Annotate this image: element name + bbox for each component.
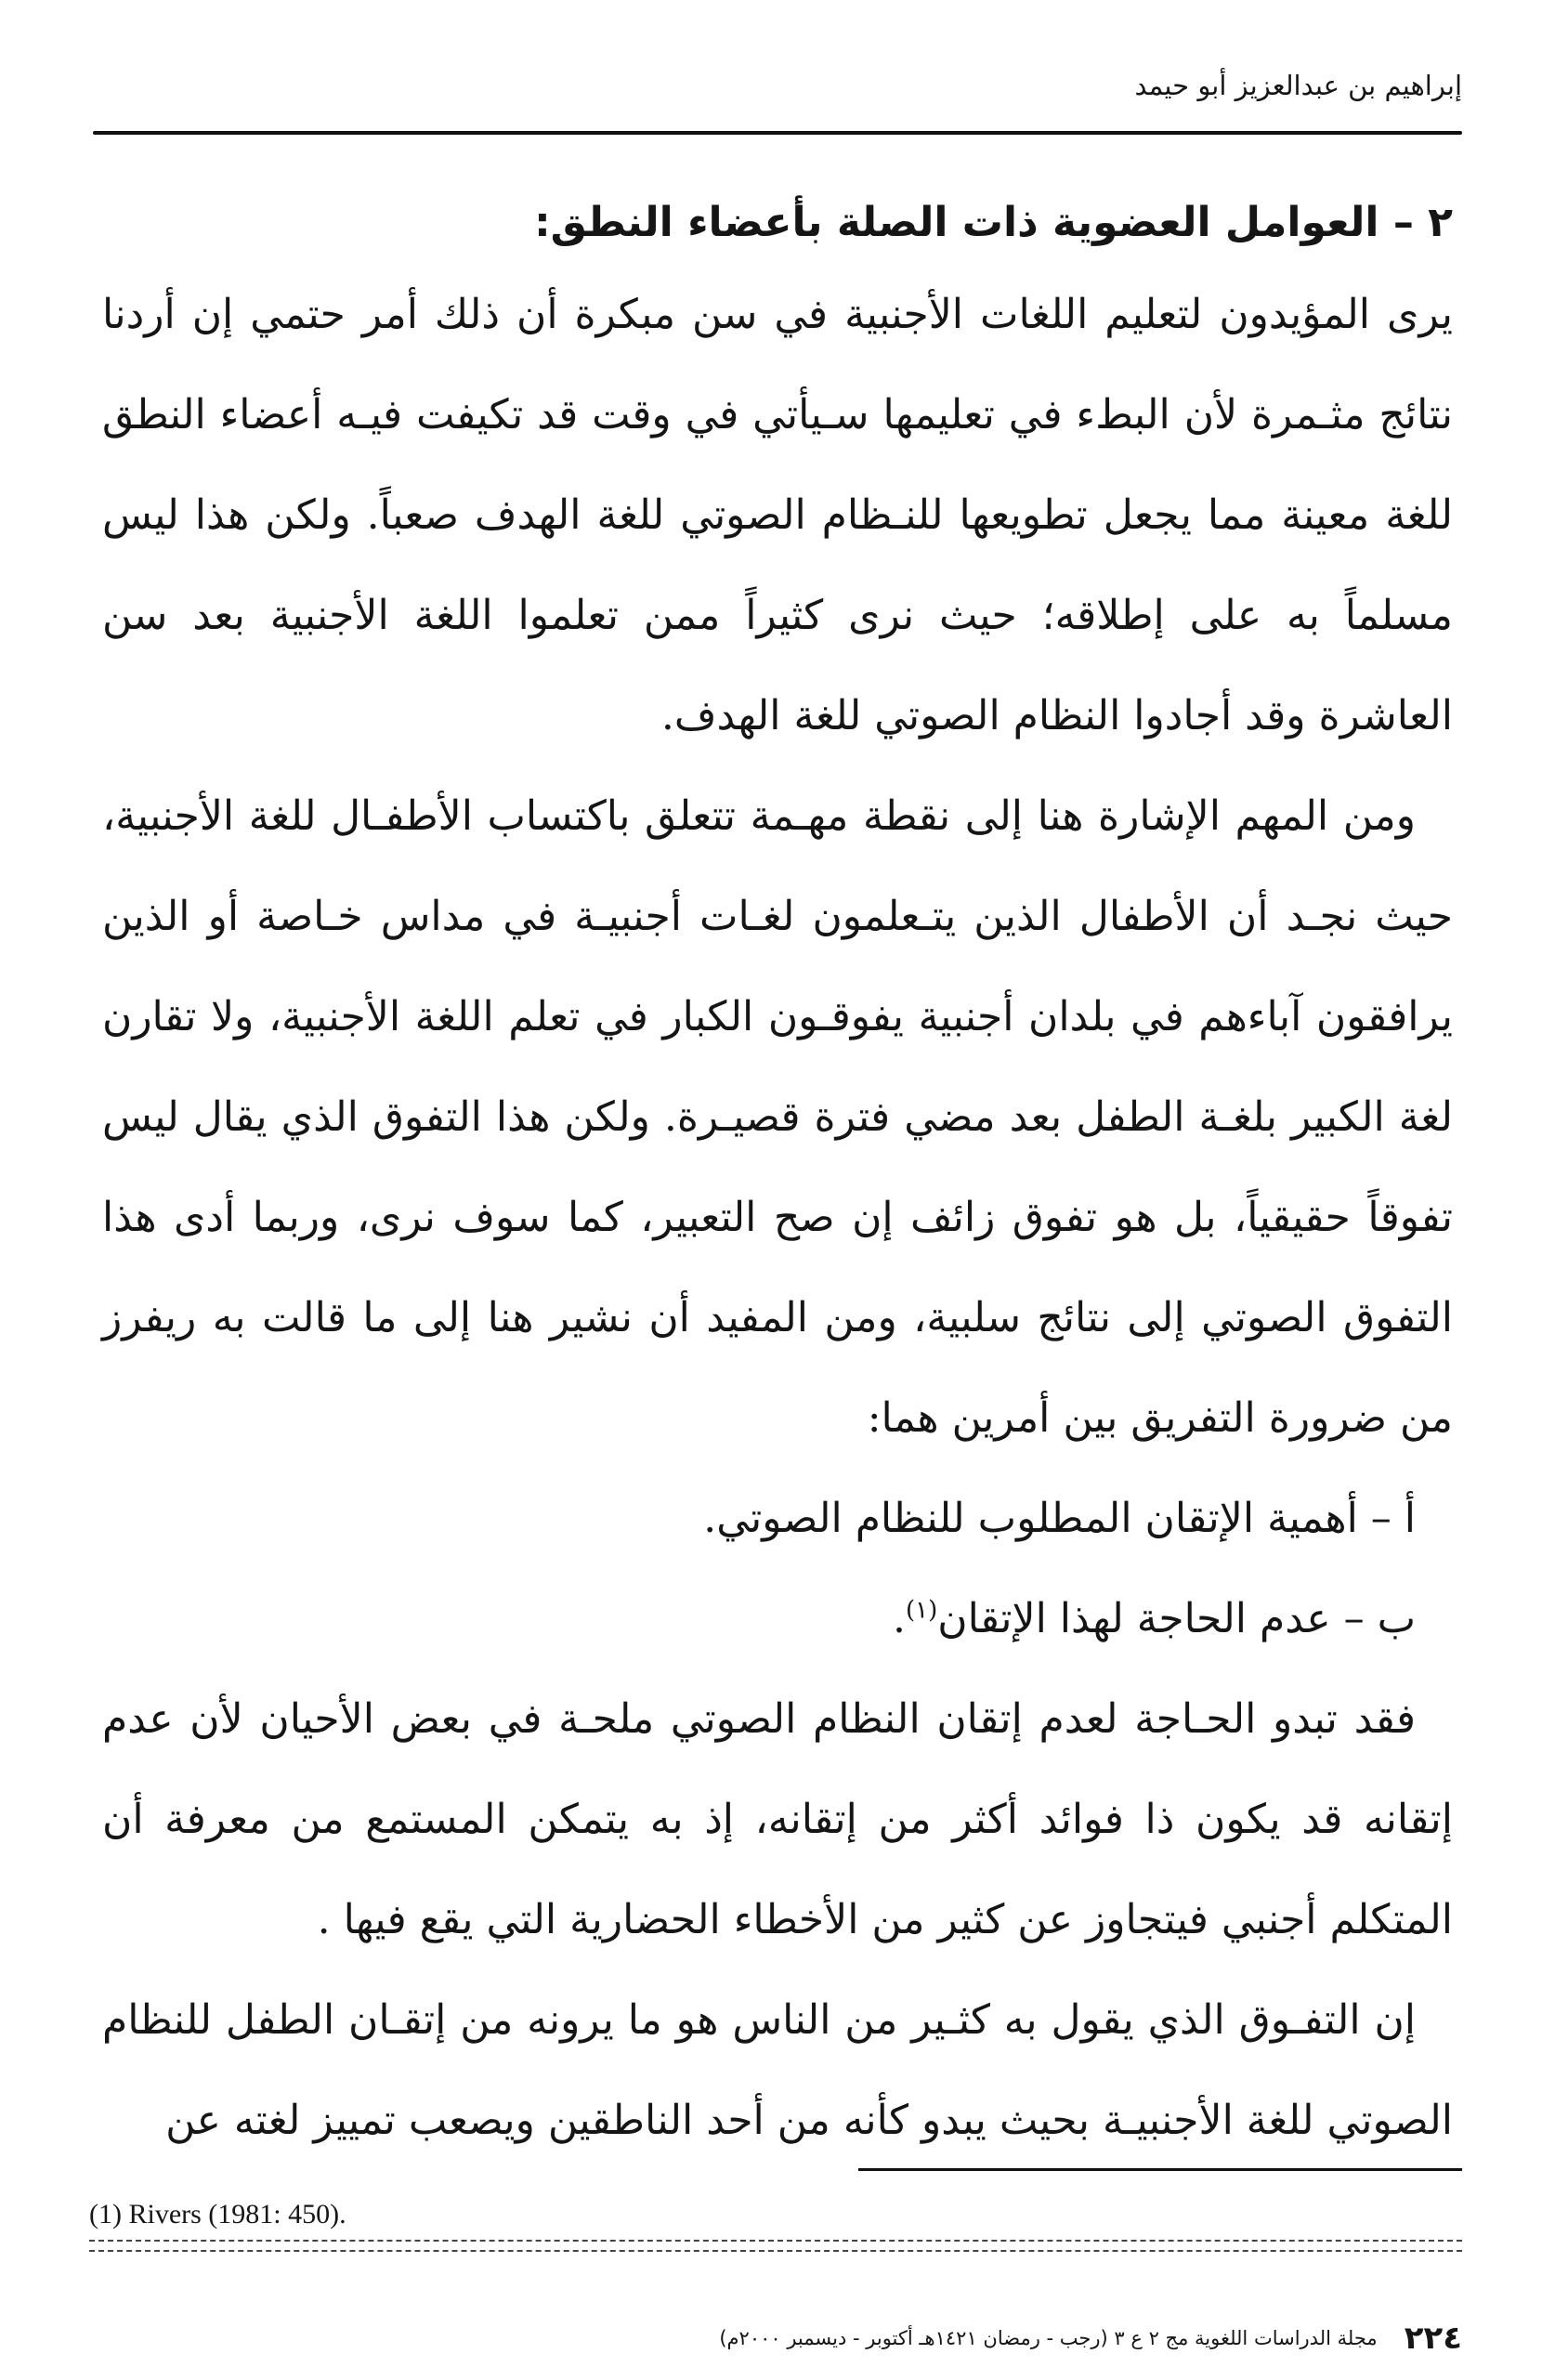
list-item-b-text: ب – عدم الحاجة لهذا الإتقان: [937, 1595, 1416, 1642]
footnote-reference[interactable]: (١): [905, 1596, 938, 1625]
footer-dashed-rule-bottom: [89, 2250, 1462, 2252]
journal-info: مجلة الدراسات اللغوية مج ٢ ع ٣ (رجب - رمضان ١٤٢١هـ أكتوبر - ديسمبر ٢٠٠٠م): [719, 2327, 1378, 2349]
body-text: [102, 181, 1453, 2171]
paragraph-1: يرى المؤيدون لتعليم اللغات الأجنبية في سن مبكرة أن ذلك أمر حتمي إن أردنا نتائج مثـمرة لأن البطء في تعليمها سـيأتي في وقت قد تكيفت فيـه أعضاء النطق للغة معينة مما يجعل تطويعها للنـظام الصوتي للغة الهدف صعباً. ولكن هذا ليس مسلماً به على إطلاقه؛ حيث نرى كثيراً ممن تعلموا اللغة الأجنبية بعد سن العاشرة وقد أجادوا النظام الصوتي للغة الهدف.: [102, 291, 1453, 739]
footnote: (1) Rivers (1981: 450).: [89, 2199, 346, 2230]
page-number: ٢٢٤: [1404, 2320, 1462, 2357]
list-item-a: أ – أهمية الإتقان المطلوب للنظام الصوتي.: [703, 1495, 1416, 1542]
paragraph-3: فقد تبدو الحـاجة لعدم إتقان النظام الصوتي ملحـة في بعض الأحيان لأن عدم إتقانه قد يكون ذا فوائد أكثر من إتقانه، إذ به يتمكن المستمع من معرفة أن المتكلم أجنبي فيتجاوز عن كثير من الأخطاء الحضارية التي يقع فيها .: [102, 1695, 1453, 1943]
paragraph-2: ومن المهم الإشارة هنا إلى نقطة مهـمة تتعلق باكتساب الأطفـال للغة الأجنبية، حيث نجـد أن الأطفال الذين يتـعلمون لغـات أجنبيـة في مداس خـاصة أو الذين يرافقون آباءهم في بلدان أجنبية يفوقـون الكبار في تعلم اللغة الأجنبية، ولا تقارن لغة الكبير بلغـة الطفل بعد مضي فترة قصيـرة. ولكن هذا التفوق الذي يقال ليس تفوقاً حقيقياً، بل هو تفوق زائف إن صح التعبير، كما سوف نرى، وربما أدى هذا التفوق الصوتي إلى نتائج سلبية، ومن المفيد أن نشير هنا إلى ما قالت به ريفرز من ضرورة التفريق بين أمرين هما:: [102, 792, 1453, 1442]
header-rule: [93, 131, 1462, 135]
footer: [347, 2320, 1462, 2357]
section-heading: ٢ – العوامل العضوية ذات الصلة بأعضاء النطق:: [534, 199, 1453, 246]
list-item-b: [102, 1569, 1453, 1669]
running-header-author: إبراهيم بن عبدالعزيز أبو حيمد: [1134, 70, 1462, 101]
paragraph-4: إن التفـوق الذي يقول به كثـير من الناس هو ما يرونه من إتقـان الطفل للنظام الصوتي للغة الأجنبيـة بحيث يبدو كأنه من أحد الناطقين ويصعب تمييز لغته عن: [102, 1996, 1453, 2144]
footnote-rule: [858, 2168, 1462, 2171]
footer-dashed-rule-top: [89, 2240, 1462, 2242]
list-item-b-period: .: [892, 1595, 906, 1642]
